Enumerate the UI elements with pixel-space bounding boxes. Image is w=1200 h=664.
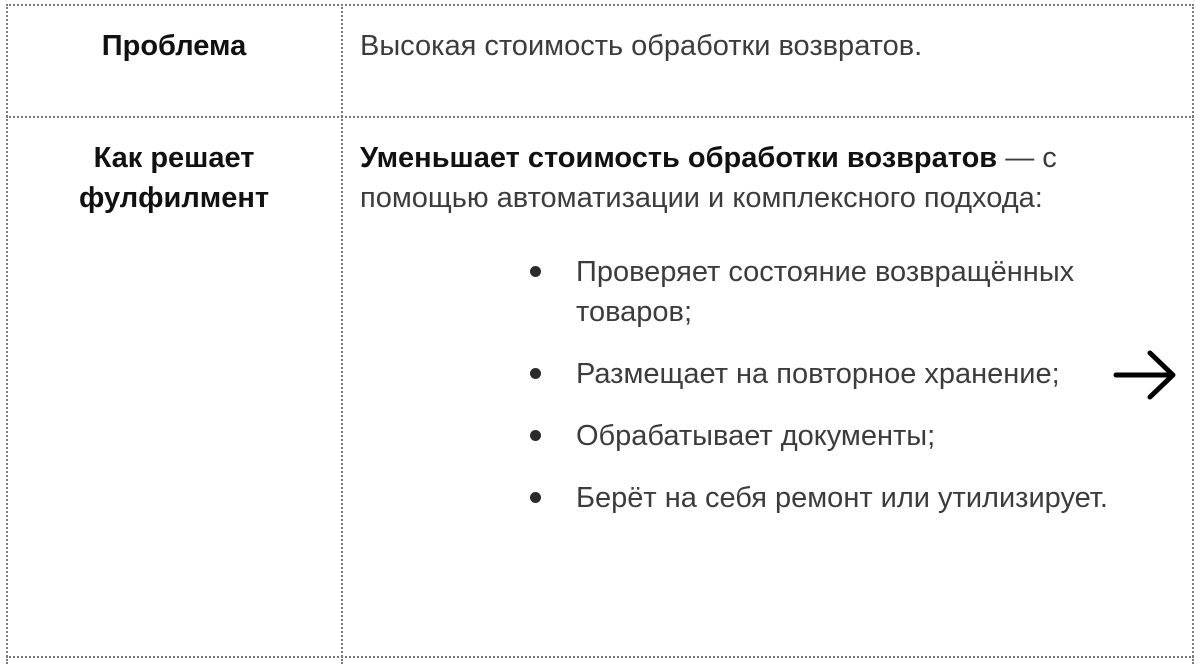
row-label-solution-line1: Как решает: [93, 142, 255, 174]
bullet-icon: [530, 266, 541, 277]
list-item: [520, 354, 1170, 394]
table-border-right: [1192, 4, 1194, 664]
table-column-divider: [341, 4, 343, 664]
row-label-problem: Проблема: [101, 30, 247, 62]
table-row-divider: [6, 656, 1194, 658]
list-item-text: Обрабатывает документы;: [576, 420, 936, 452]
solution-lead-bold: Уменьшает стоимость обработки возвратов: [360, 142, 998, 174]
bullet-icon: [530, 430, 541, 441]
list-item: [520, 416, 1170, 456]
arrow-right-icon: [1112, 345, 1180, 405]
bullet-icon: [530, 492, 541, 503]
table-border-left: [6, 4, 8, 664]
row-text-solution: [360, 138, 1190, 218]
solution-bullet-list: [520, 252, 1170, 540]
list-item-text: Проверяет состояние возвращённых товаров;: [576, 256, 1075, 328]
row-label-solution-line2: фулфилмент: [78, 182, 270, 214]
row-label-solution: [8, 138, 340, 218]
bullet-icon: [530, 368, 541, 379]
row-text-problem: Высокая стоимость обработки возвратов.: [360, 30, 923, 62]
table-border-top: [6, 4, 1194, 6]
list-item-text: Размещает на повторное хранение;: [576, 358, 1060, 390]
solution-lead-rest: — с помощью автоматизации и комплексного подхода:: [360, 142, 1057, 214]
list-item: [520, 252, 1170, 332]
table-row-divider: [6, 116, 1194, 118]
list-item-text: Берёт на себя ремонт или утилизирует.: [576, 482, 1108, 514]
list-item: [520, 478, 1170, 518]
